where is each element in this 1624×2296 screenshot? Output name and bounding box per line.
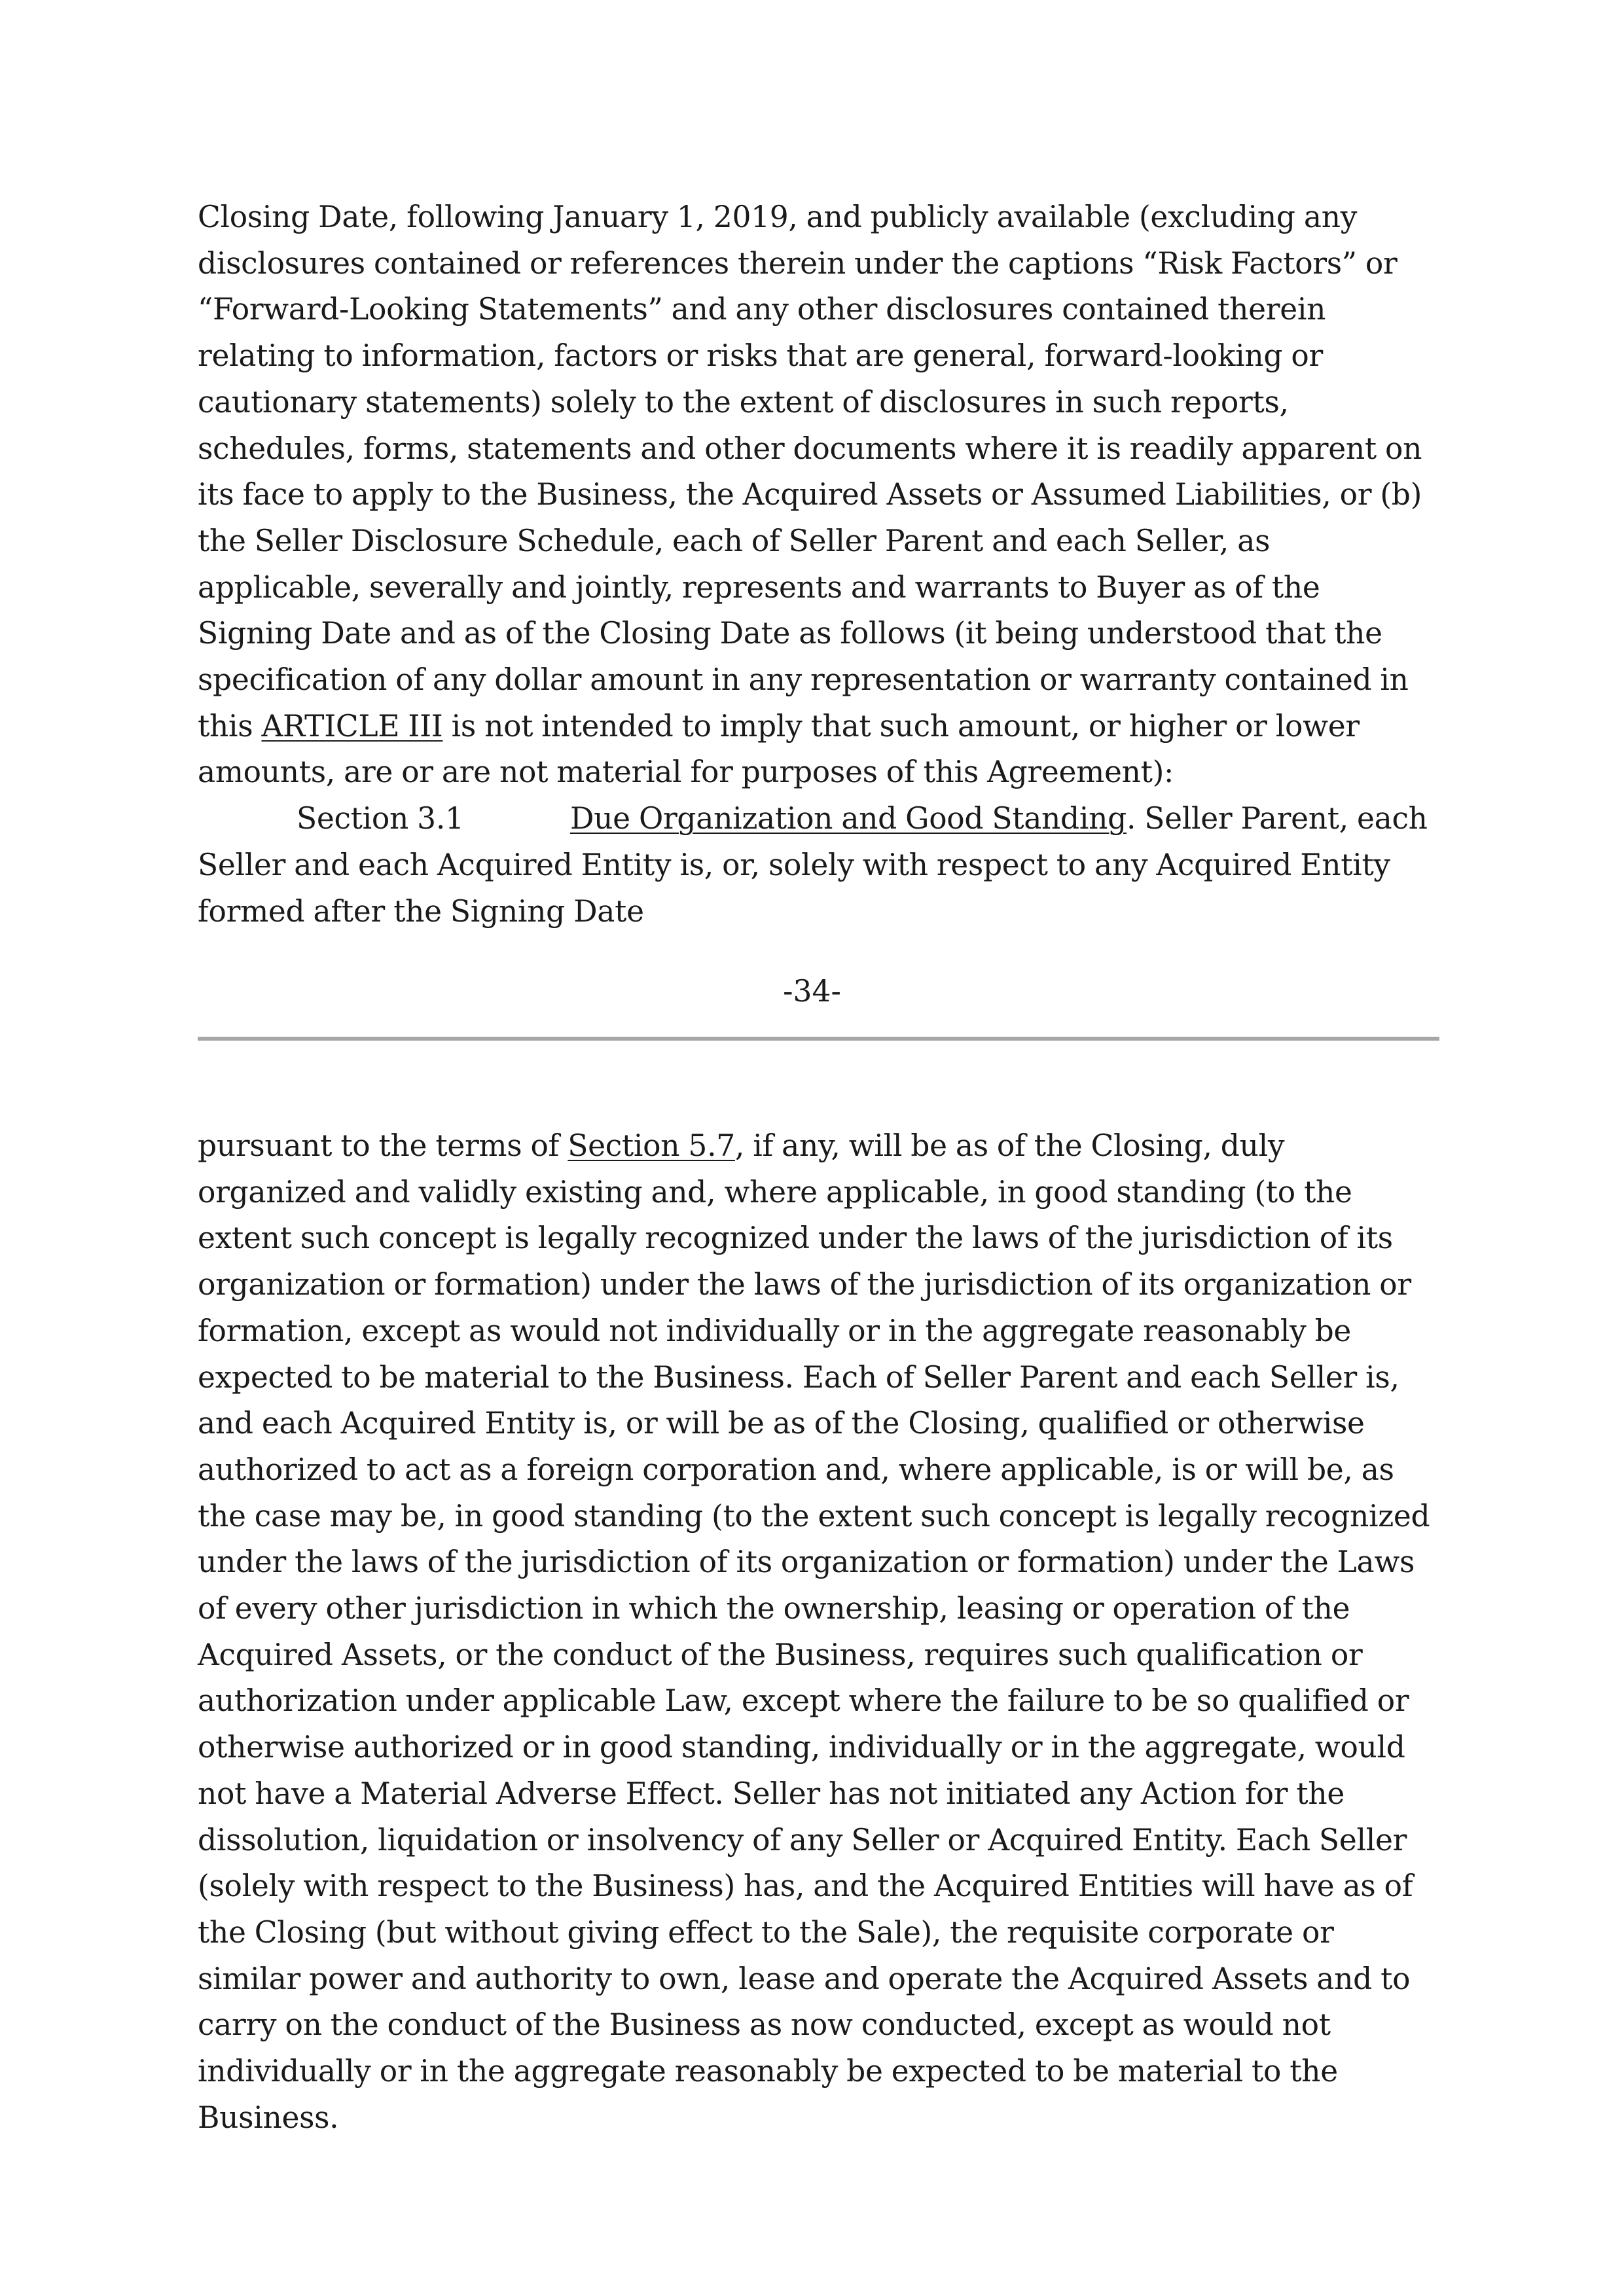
article-iii-link[interactable]: ARTICLE III bbox=[261, 708, 443, 744]
section-body-text: . Seller Parent, each Seller and each Acquired Entity is, or, solely with respect to any Acquired Entity formed after the Signing Date bbox=[198, 801, 1428, 929]
continuation-text-before-link: pursuant to the terms of bbox=[198, 1128, 568, 1163]
section-5-7-link[interactable]: Section 5.7 bbox=[568, 1128, 735, 1163]
intro-text-before-link: Closing Date, following January 1, 2019, and publicly available (excluding any disclosures contained or references therein under the captions “Risk Factors” or “Forward-Looking Statements” and any other disclosures contained therein relating to information, factors or risks that are general, forward-looking or cautionary statements) solely to the extent of disclosures in such reports, schedules, forms, statements and other documents where it is readily apparent on its face to apply to the Business, the Acquired Assets or Assumed Liabilities, or (b) the Seller Disclosure Schedule, each of Seller Parent and each Seller, as applicable, severally and jointly, represents and warrants to Buyer as of the Signing Date and as of the Closing Date as follows (it being understood that the specification of any dollar amount in any representation or warranty contained in this bbox=[198, 200, 1422, 744]
top-text-block bbox=[198, 194, 1441, 935]
section-heading: Due Organization and Good Standing bbox=[570, 801, 1127, 836]
section-number: Section 3.1 bbox=[297, 801, 464, 836]
intro-text-after-link: is not intended to imply that such amount, or higher or lower amounts, are or are not material for purposes of this Agreement): bbox=[198, 708, 1360, 790]
page-number: -34- bbox=[783, 974, 841, 1009]
intro-paragraph bbox=[198, 194, 1441, 796]
page-divider bbox=[198, 1037, 1439, 1041]
continuation-paragraph bbox=[198, 1123, 1441, 2141]
bottom-text-block bbox=[198, 1123, 1441, 2141]
section-3-1-paragraph bbox=[198, 796, 1441, 935]
continuation-text-after-link: , if any, will be as of the Closing, duly organized and validly existing and, where applicable, in good standing (to the extent such concept is legally recognized under the laws of the jurisdiction of its organization or formation) under the laws of the jurisdiction of its organization or formation, except as would not individually or in the aggregate reasonably be expected to be material to the Business. Each of Seller Parent and each Seller is, and each Acquired Entity is, or will be as of the Closing, qualified or otherwise authorized to act as a foreign corporation and, where applicable, is or will be, as the case may be, in good standing (to the extent such concept is legally recognized under the laws of the jurisdiction of its organization or formation) under the Laws of every other jurisdiction in which the ownership, leasing or operation of the Acquired Assets, or the conduct of the Business, requires such qualification or authorization under applicable Law, except where the failure to be so qualified or otherwise authorized or in good standing, individually or in the aggregate, would not have a Material Adverse Effect. Seller has not initiated any Action for the dissolution, liquidation or insolvency of any Seller or Acquired Entity. Each Seller (solely with respect to the Business) has, and the Acquired Entities will have as of the Closing (but without giving effect to the Sale), the requisite corporate or similar power and authority to own, lease and operate the Acquired Assets and to carry on the conduct of the Business as now conducted, except as would not individually or in the aggregate reasonably be expected to be material to the Business. bbox=[198, 1128, 1430, 2135]
